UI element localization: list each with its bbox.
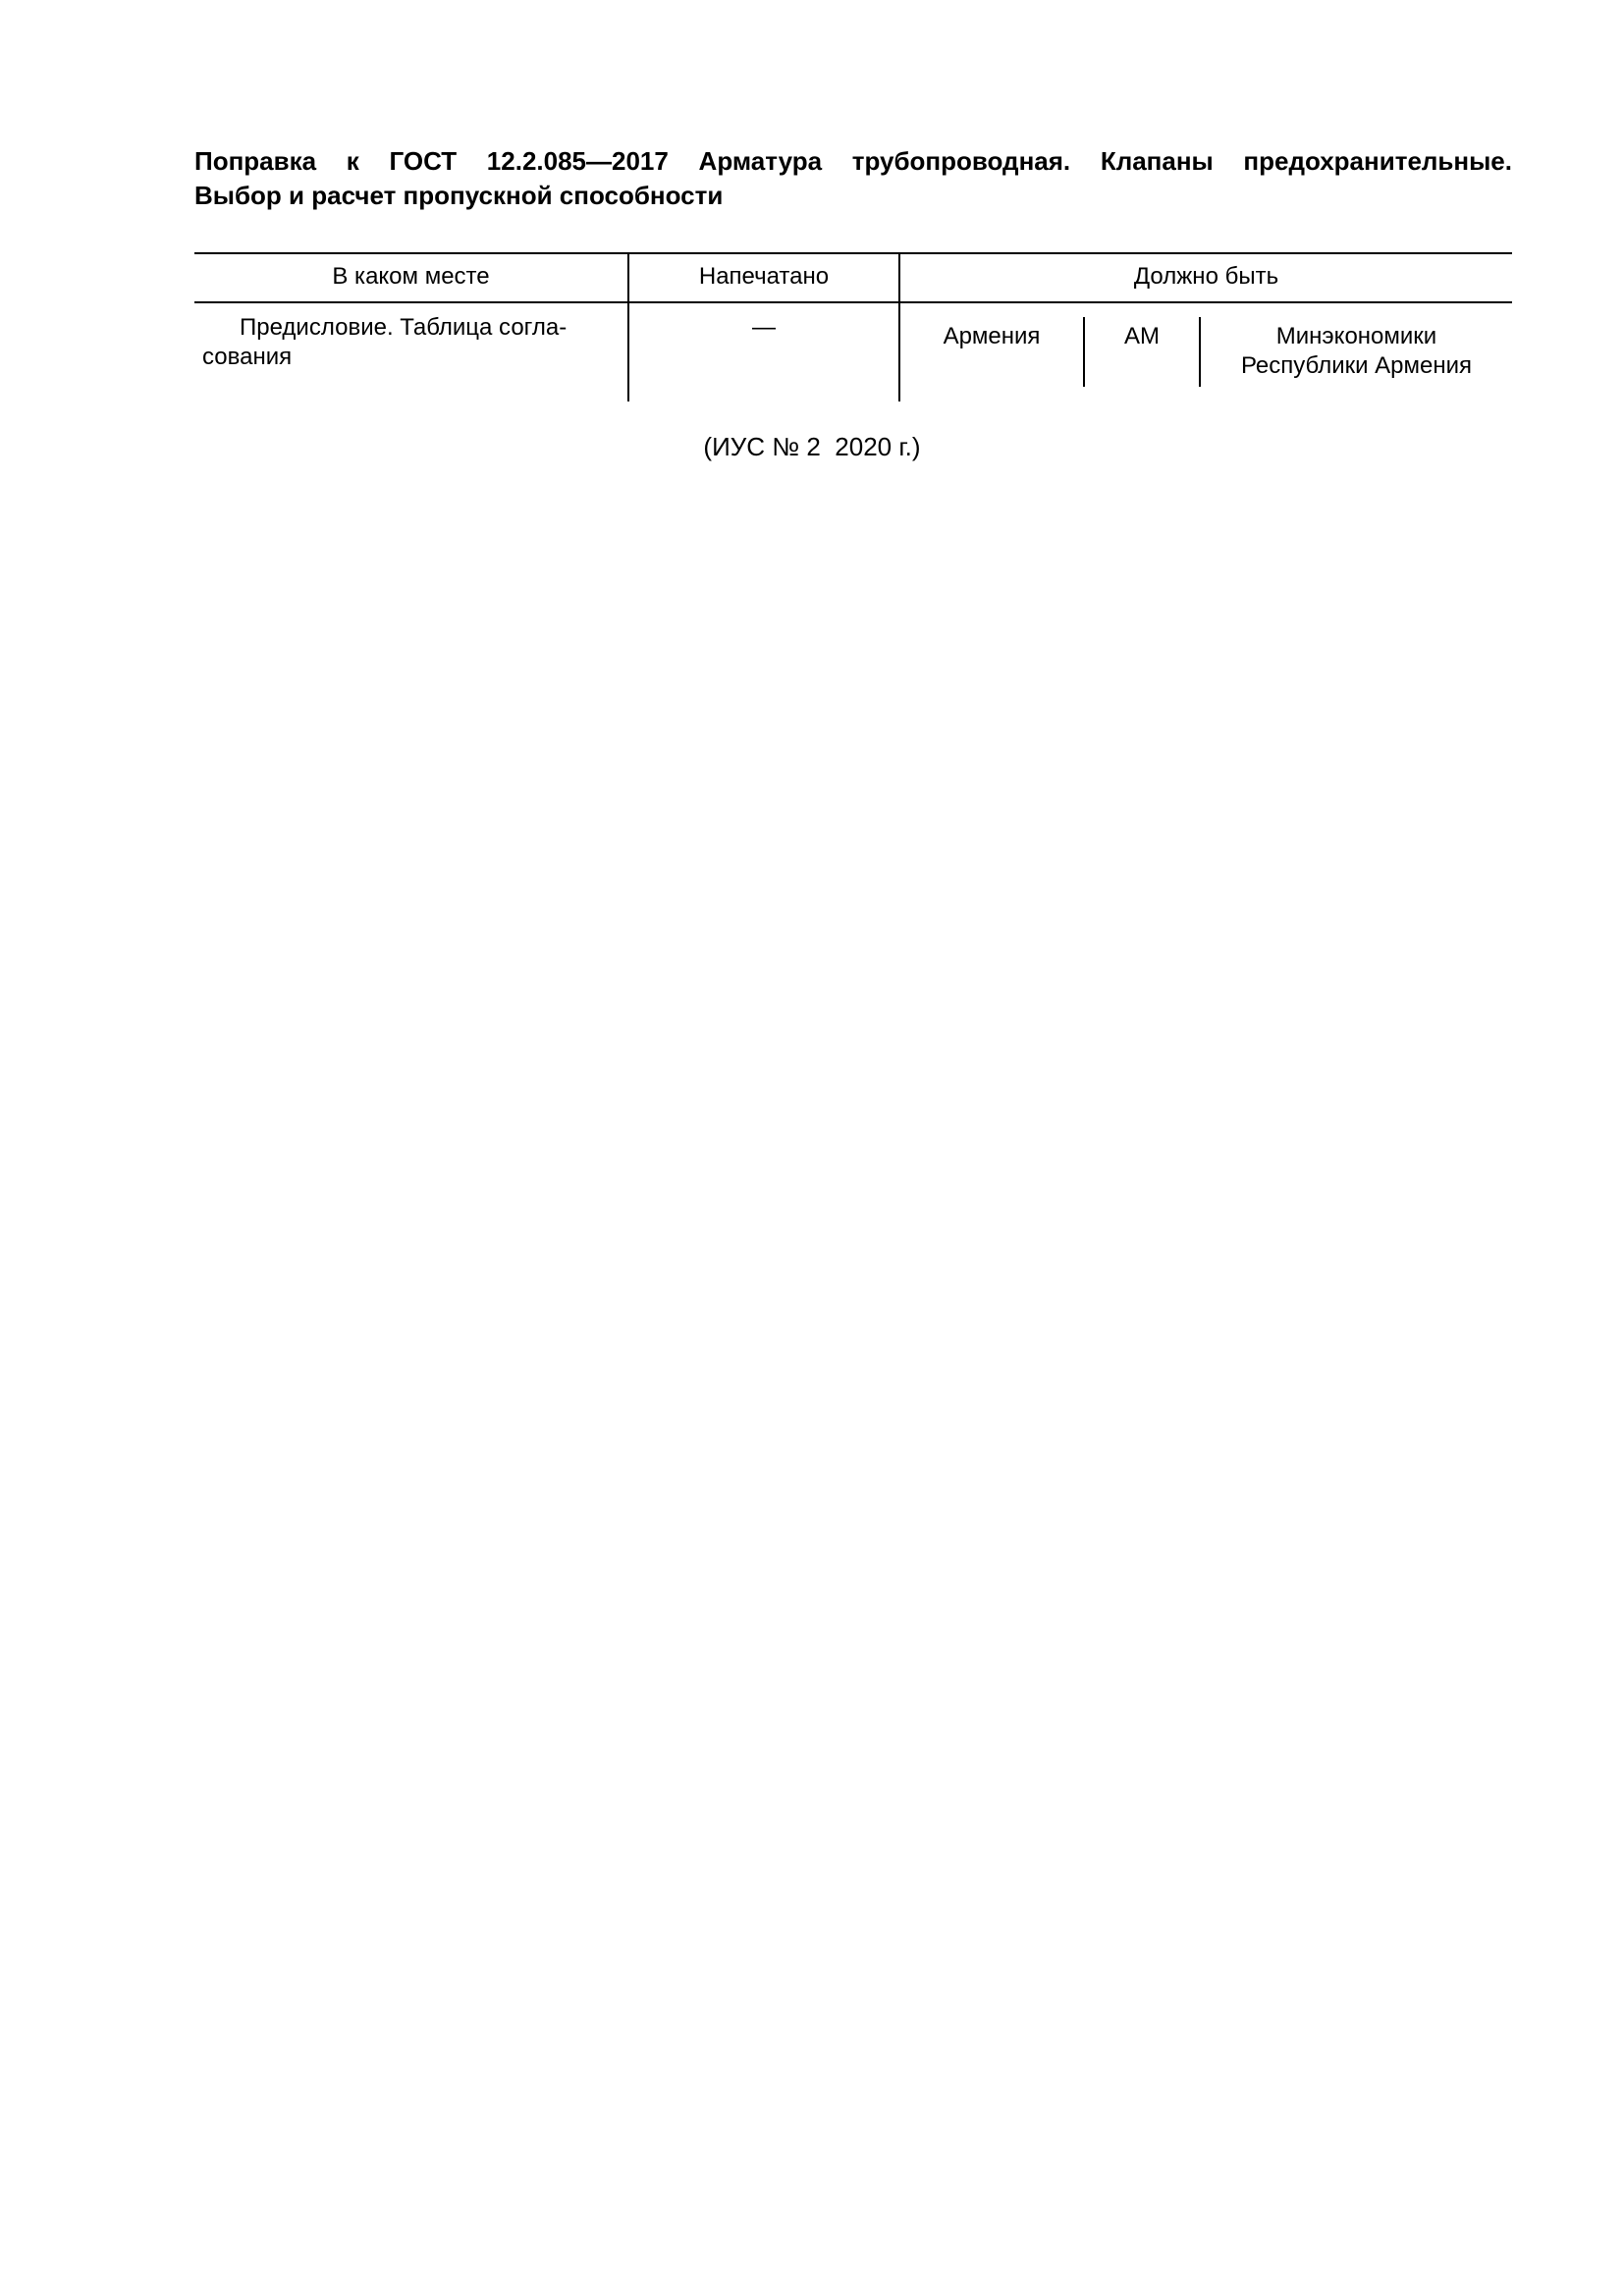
header-place: В каком месте <box>332 263 490 290</box>
correction-table <box>194 252 1512 401</box>
header-should-be: Должно быть <box>1133 263 1279 290</box>
title-line-2: Выбор и расчет пропускной способности <box>194 181 724 210</box>
cell-organization <box>1201 322 1512 381</box>
cell-organization-line-2: Республики Армения <box>1240 352 1473 379</box>
cell-organization-line-1: Минэкономики <box>1275 323 1437 349</box>
cell-printed: — <box>752 314 776 341</box>
cell-country: Армения <box>943 323 1041 349</box>
table-header-rule <box>194 301 1512 303</box>
publication-reference: (ИУС № 2 2020 г.) <box>703 432 921 461</box>
table-top-rule <box>194 252 1512 254</box>
cell-place-line-1: Предисловие. Таблица согла- <box>240 314 568 341</box>
cell-place <box>202 313 621 372</box>
title-line-1: Поправка к ГОСТ 12.2.085—2017 Арматура трубопроводная. Клапаны предохранительные. <box>194 146 1512 176</box>
cell-place-line-2: сования <box>202 344 293 370</box>
header-printed: Напечатано <box>698 263 830 290</box>
document-title <box>194 144 1512 213</box>
cell-country-code: AM <box>1124 323 1160 349</box>
